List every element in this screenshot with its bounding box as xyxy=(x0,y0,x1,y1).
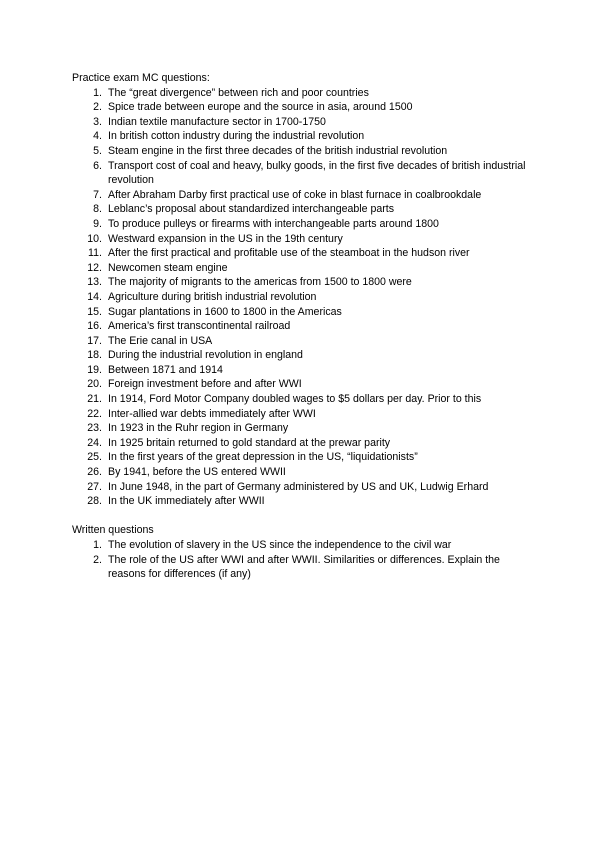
mc-question-item xyxy=(72,494,530,509)
mc-question-item xyxy=(72,392,530,407)
mc-question-number: 22. xyxy=(87,407,102,420)
mc-question-text: Sugar plantations in 1600 to 1800 in the Americas xyxy=(108,305,342,318)
mc-question-item xyxy=(72,275,530,290)
mc-question-number: 11. xyxy=(88,247,102,260)
mc-question-text: During the industrial revolution in england xyxy=(108,349,303,362)
mc-question-text: Inter-allied war debts immediately after WWI xyxy=(108,407,316,420)
written-question-item xyxy=(72,553,530,582)
mc-question-number: 8. xyxy=(93,203,102,216)
mc-question-item xyxy=(72,334,530,349)
mc-question-item xyxy=(72,261,530,276)
mc-question-item xyxy=(72,129,530,144)
mc-question-item xyxy=(72,202,530,217)
written-section-heading: Written questions xyxy=(72,524,154,537)
mc-question-number: 28. xyxy=(87,495,102,508)
written-question-item xyxy=(72,538,530,553)
mc-question-item xyxy=(72,465,530,480)
mc-question-text: Agriculture during british industrial revolution xyxy=(108,290,317,303)
mc-question-item xyxy=(72,450,530,465)
mc-question-number: 4. xyxy=(93,130,102,143)
mc-question-number: 26. xyxy=(87,466,102,479)
mc-section-heading: Practice exam MC questions: xyxy=(72,72,210,84)
section-spacer xyxy=(72,509,530,524)
mc-question-item xyxy=(72,188,530,203)
mc-question-item xyxy=(72,421,530,436)
mc-question-text: In 1923 in the Ruhr region in Germany xyxy=(108,422,289,435)
mc-question-number: 2. xyxy=(93,101,102,114)
mc-question-text: Foreign investment before and after WWI xyxy=(108,378,302,391)
mc-question-number: 10. xyxy=(87,232,102,245)
mc-question-item xyxy=(72,144,530,159)
mc-question-text: After Abraham Darby first practical use of coke in blast furnace in coalbrookdale xyxy=(108,188,482,201)
mc-question-number: 27. xyxy=(87,480,102,493)
mc-question-number: 18. xyxy=(87,349,102,362)
mc-question-number: 20. xyxy=(87,378,102,391)
mc-question-text: America’s first transcontinental railroad xyxy=(108,320,291,333)
mc-question-number: 13. xyxy=(87,276,102,289)
mc-question-item xyxy=(72,436,530,451)
mc-question-item xyxy=(72,232,530,247)
mc-question-text: In the first years of the great depression in the US, “liquidationists” xyxy=(108,451,418,464)
mc-question-number: 12. xyxy=(87,261,102,274)
mc-question-text: Newcomen steam engine xyxy=(108,261,228,274)
mc-question-item xyxy=(72,159,530,188)
mc-question-list xyxy=(72,86,530,509)
written-question-text: The role of the US after WWI and after WWII. Similarities or differences. Explain the reasons for differences (if any) xyxy=(108,553,500,581)
mc-question-text: The majority of migrants to the americas from 1500 to 1800 were xyxy=(108,276,412,289)
mc-question-number: 16. xyxy=(87,320,102,333)
mc-question-number: 6. xyxy=(93,159,102,172)
mc-question-number: 17. xyxy=(87,334,102,347)
mc-question-item xyxy=(72,377,530,392)
mc-question-number: 1. xyxy=(93,86,102,99)
mc-question-item xyxy=(72,348,530,363)
mc-question-text: In 1925 britain returned to gold standard at the prewar parity xyxy=(108,436,391,449)
mc-question-text: Between 1871 and 1914 xyxy=(108,363,223,376)
mc-question-text: In the UK immediately after WWII xyxy=(108,495,265,508)
mc-question-number: 7. xyxy=(93,188,102,201)
mc-question-item xyxy=(72,246,530,261)
written-question-list xyxy=(72,538,530,582)
mc-question-item xyxy=(72,305,530,320)
mc-question-number: 15. xyxy=(87,305,102,318)
written-question-number: 2. xyxy=(93,553,102,566)
mc-question-number: 19. xyxy=(87,363,102,376)
mc-question-text: In british cotton industry during the industrial revolution xyxy=(108,130,365,143)
mc-question-text: Steam engine in the first three decades of the british industrial revolution xyxy=(108,144,448,157)
mc-question-number: 9. xyxy=(93,217,102,230)
mc-question-text: After the first practical and profitable use of the steamboat in the hudson river xyxy=(108,247,470,260)
mc-question-number: 5. xyxy=(93,144,102,157)
written-question-number: 1. xyxy=(93,539,102,551)
mc-question-text: The Erie canal in USA xyxy=(108,334,213,347)
mc-question-number: 25. xyxy=(87,451,102,464)
mc-question-item xyxy=(72,86,530,101)
mc-question-number: 23. xyxy=(87,422,102,435)
mc-question-text: Indian textile manufacture sector in 1700-1750 xyxy=(108,115,326,128)
mc-question-text: Transport cost of coal and heavy, bulky goods, in the first five decades of british industrial revolution xyxy=(108,159,526,187)
mc-question-item xyxy=(72,407,530,422)
mc-question-item xyxy=(72,100,530,115)
mc-question-item xyxy=(72,480,530,495)
mc-question-number: 3. xyxy=(93,115,102,128)
mc-question-text: To produce pulleys or firearms with interchangeable parts around 1800 xyxy=(108,217,439,230)
mc-question-text: Spice trade between europe and the source in asia, around 1500 xyxy=(108,101,413,114)
mc-question-number: 14. xyxy=(87,290,102,303)
mc-question-item xyxy=(72,115,530,130)
written-question-text: The evolution of slavery in the US since the independence to the civil war xyxy=(108,539,452,551)
mc-question-number: 21. xyxy=(87,393,102,406)
mc-question-item xyxy=(72,363,530,378)
mc-question-text: The “great divergence” between rich and poor countries xyxy=(108,86,369,99)
mc-question-text: By 1941, before the US entered WWII xyxy=(108,466,286,479)
mc-question-item xyxy=(72,290,530,305)
mc-question-text: In 1914, Ford Motor Company doubled wages to $5 dollars per day. Prior to this xyxy=(108,393,482,406)
mc-question-text: Westward expansion in the US in the 19th century xyxy=(108,232,343,245)
mc-question-text: Leblanc’s proposal about standardized interchangeable parts xyxy=(108,203,395,216)
mc-question-number: 24. xyxy=(87,436,102,449)
mc-question-item xyxy=(72,319,530,334)
mc-question-item xyxy=(72,217,530,232)
mc-question-text: In June 1948, in the part of Germany administered by US and UK, Ludwig Erhard xyxy=(108,480,489,493)
